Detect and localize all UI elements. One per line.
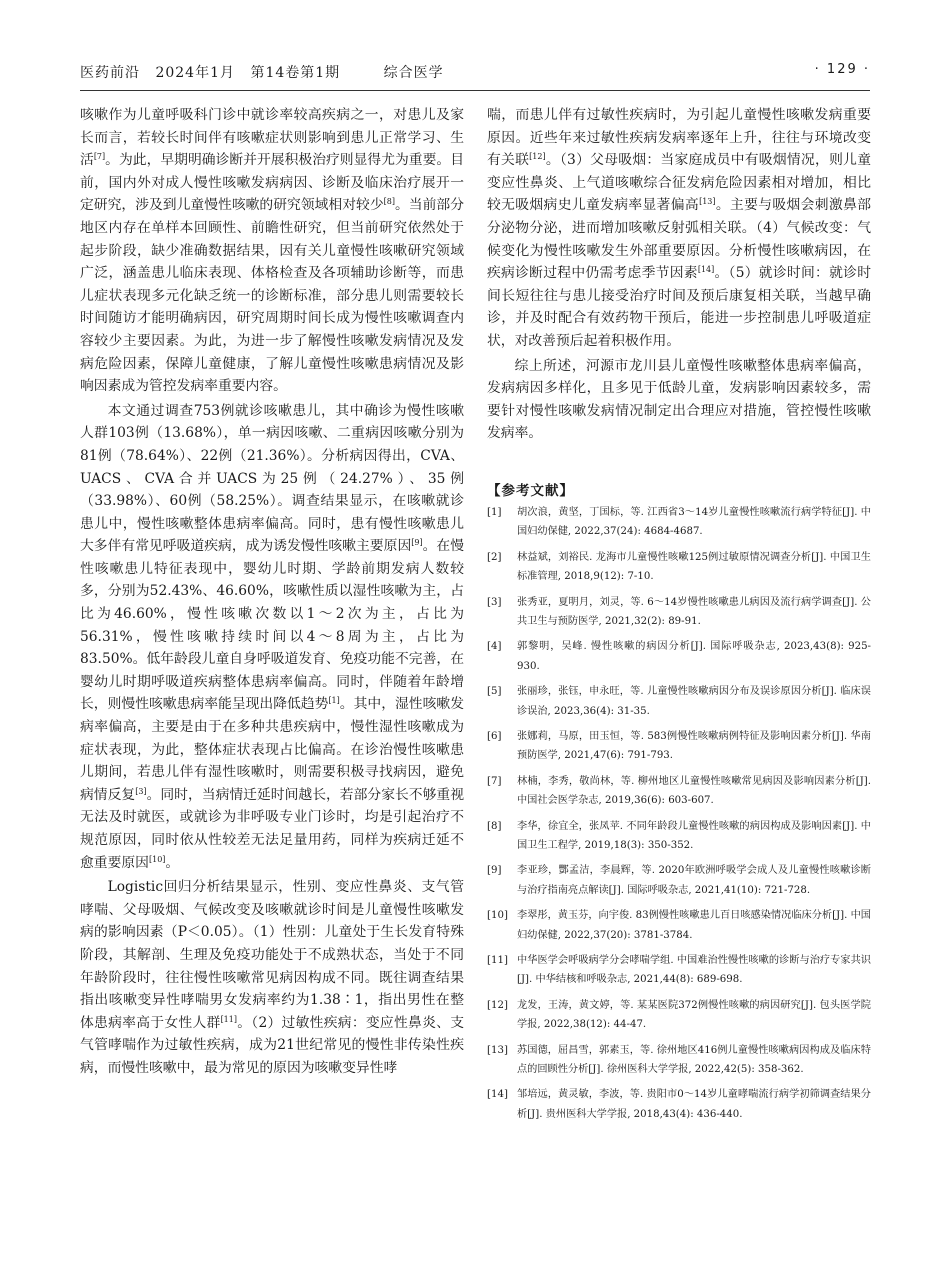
reference-number: [4] <box>487 641 502 653</box>
reference-text: 苏国德，屈昌雪，郭素玉，等. 徐州地区416例儿童慢性咳嗽病因构成及临床特点的回顾性分析[J]. 徐州医科大学学报, 2022,42(5): 358-362. <box>517 1044 871 1076</box>
reference-item <box>487 996 871 1035</box>
reference-number: [1] <box>487 506 502 518</box>
issue-date: 2024年1月 <box>155 65 235 81</box>
paragraph: 综上所述，河源市龙川县儿童慢性咳嗽整体患病率偏高，发病病因多样化，且多见于低龄儿童，发病影响因素较多，需要针对慢性咳嗽发病情况制定出合理应对措施，管控慢性咳嗽发病率。 <box>487 357 871 442</box>
reference-number: [7] <box>487 775 502 787</box>
references-heading: 【参考文献】 <box>487 482 574 499</box>
reference-item <box>487 682 871 721</box>
reference-number: [8] <box>487 820 502 832</box>
paragraph: Logistic回归分析结果显示，性别、变应性鼻炎、支气管哮喘、父母吸烟、气候改变及咳嗽就诊时间是儿童慢性咳嗽发病的影响因素（P＜0.05）。（1）性别：儿童处于生长发育特殊阶段，其解剖、生理及免疫功能处于不成熟状态，当处于不同年龄阶段时，往往慢性咳嗽常见病因构成不同。既往调查结果指出咳嗽变异性哮喘男女发病率约为1.38∶1，指出男性在整体患病率高于女性人群[11]。（2）过敏性疾病：变应性鼻炎、支气管哮喘作为过敏性疾病，成为21世纪常见的慢性非传染性疾病，而慢性咳嗽中，最为常见的原因为咳嗽变异性哮 <box>80 879 464 1076</box>
reference-number: [2] <box>487 551 502 563</box>
journal-name: 医药前沿 <box>80 65 140 81</box>
reference-text: 郭黎明，吴峰. 慢性咳嗽的病因分析[J]. 国际呼吸杂志, 2023,43(8): 925-930. <box>517 641 871 672</box>
section-name: 综合医学 <box>383 65 444 81</box>
reference-number: [5] <box>487 686 502 698</box>
reference-text: 林益斌，刘裕民. 龙海市儿童慢性咳嗽125例过敏原情况调查分析[J]. 中国卫生标准管理, 2018,9(12): 7-10. <box>517 551 871 583</box>
citation-marker: [10] <box>148 854 166 864</box>
right-column <box>487 104 871 1124</box>
reference-text: 张娜莉，马原，田玉恒，等. 583例慢性咳嗽病例特征及影响因素分析[J]. 华南预防医学, 2021,47(6): 791-793. <box>517 730 871 762</box>
reference-item <box>487 817 871 856</box>
citation-marker: [13] <box>699 197 716 207</box>
reference-number: [6] <box>487 730 502 742</box>
reference-text: 中华医学会呼吸病学分会哮喘学组. 中国难治性慢性咳嗽的诊断与治疗专家共识[J]. 中华结核和呼吸杂志, 2021,44(8): 689-698. <box>517 955 871 986</box>
reference-item <box>487 1085 871 1124</box>
paragraph: 咳嗽作为儿童呼吸科门诊中就诊率较高疾病之一，对患儿及家长而言，若较长时间伴有咳嗽症状则影响到患儿正常学习、生活[7]。为此，早期明确诊断并开展积极治疗则显得尤为重要。目前，国内外对成人慢性咳嗽发病病因、诊断及临床治疗展开一定研究，涉及到儿童慢性咳嗽的研究领域相对较少[8]。当前部分地区内存在单样本回顾性、前瞻性研究，但当前研究依然处于起步阶段，缺少准确数据结果，因有关儿童慢性咳嗽研究领域广泛，涵盖患儿临床表现、体格检查及各项辅助诊断等，而患儿症状表现多元化缺乏统一的诊断标准，部分患儿则需要较长时间随访才能明确病因，研究周期时间长成为慢性咳嗽调查内容较少主要因素。为此，为进一步了解慢性咳嗽发病情况及发病危险因素，保障儿童健康，了解儿童慢性咳嗽患病情况及影响因素成为管控发病率重要内容。 <box>80 107 465 395</box>
reference-item <box>487 772 871 811</box>
paragraph: 本文通过调查753例就诊咳嗽患儿，其中确诊为慢性咳嗽人群103例（13.68%），单一病因咳嗽、二重病因咳嗽分别为81例（78.64%）、22例（21.36%）。分析病因得出，CVA、UACS、CVA合并UACS为25例（24.27%）、35例（33.98%）、60例（58.25%）。调查结果显示，在咳嗽就诊患儿中，慢性咳嗽整体患病率偏高。同时，患有慢性咳嗽患儿大多伴有常见呼吸道疾病，成为诱发慢性咳嗽主要原因[9]。在慢性咳嗽患儿特征表现中，婴幼儿时期、学龄前期发病人数较多，分别为52.43%、46.60%，咳嗽性质以湿性咳嗽为主，占比为46.60%，慢性咳嗽次数以1～2次为主，占比为56.31%，慢性咳嗽持续时间以4～8周为主，占比为83.50%。低年龄段儿童自身呼吸道发育、免疫功能不完善，在婴幼儿时期呼吸道疾病整体患病率偏高。同时，伴随着年龄增长，则慢性咳嗽患病率能呈现出降低趋势[1]。其中，湿性咳嗽发病率偏高，主要是由于在多种共患疾病中，慢性湿性咳嗽成为症状表现，为此，整体症状表现占比偏高。在诊治慢性咳嗽患儿期间，若患儿伴有湿性咳嗽时，则需要积极寻找病因，避免病情反复[3]。同时，当病情迁延时间越长，若部分家长不够重视无法及时就医，或就诊为非呼吸专业门诊时，均是引起治疗不规范原因，同时依从性较差无法足量用药，同样为疾病迁延不愈重要原因[10]。 <box>80 402 465 871</box>
reference-text: 龙发，王涛，黄文婷，等. 某某医院372例慢性咳嗽的病因研究[J]. 包头医学院学报, 2022,38(12): 44-47. <box>517 999 871 1031</box>
reference-text: 张丽珍，张钰，申永旺，等. 儿童慢性咳嗽病因分布及误诊原因分析[J]. 临床误诊误治, 2023,36(4): 31-35. <box>517 686 871 717</box>
reference-item <box>487 1041 871 1080</box>
citation-marker: [1] <box>328 696 340 706</box>
reference-item <box>487 951 871 990</box>
reference-item <box>487 593 871 632</box>
reference-item <box>487 861 871 900</box>
reference-number: [12] <box>487 999 508 1011</box>
reference-number: [9] <box>487 865 502 877</box>
reference-text: 李翠彤，黄玉芬，向宇俊. 83例慢性咳嗽患儿百日咳感染情况临床分析[J]. 中国妇幼保健, 2022,37(20): 3781-3784. <box>517 910 871 941</box>
reference-text: 李亚珍，酆孟洁，李晨辉，等. 2020年欧洲呼吸学会成人及儿童慢性咳嗽诊断与治疗指南亮点解读[J]. 国际呼吸杂志, 2021,41(10): 721-728. <box>517 865 871 896</box>
running-header <box>80 62 870 88</box>
reference-text: 林楠，李秀，敬尚林，等. 柳州地区儿童慢性咳嗽常见病因及影响因素分析[J]. 中国社会医学杂志, 2019,36(6): 603-607. <box>517 775 871 807</box>
reference-item <box>487 503 871 542</box>
citation-marker: [11] <box>220 1014 237 1024</box>
header-left <box>80 62 454 82</box>
volume-issue: 第14卷第1期 <box>250 65 341 81</box>
reference-item <box>487 906 871 945</box>
citation-marker: [7] <box>93 152 106 162</box>
citation-marker: [3] <box>135 786 147 796</box>
citation-marker: [8] <box>383 197 395 207</box>
paragraph: 喘，而患儿伴有过敏性疾病时，为引起儿童慢性咳嗽发病重要原因。近些年来过敏性疾病发病率逐年上升，往往与环境改变有关联[12]。（3）父母吸烟：当家庭成员中有吸烟情况，则儿童变应性鼻炎、上气道咳嗽综合征发病危险因素相对增加，相比较无吸烟病史儿童发病率显著偏高[13]。主要与吸烟会刺激鼻部分泌物分泌，进而增加咳嗽反射弧相关联。（4）气候改变：气候变化为慢性咳嗽发生外部重要原因。分析慢性咳嗽病因，在疾病诊断过程中仍需考虑季节因素[14]。（5）就诊时间：就诊时间长短往往与患儿接受治疗时间及预后康复相关联，当越早确诊，并及时配合有效药物干预后，能进一步控制患儿呼吸道症状，对改善预后起着积极作用。 <box>487 107 872 349</box>
reference-item <box>487 727 871 766</box>
reference-number: [3] <box>487 596 502 608</box>
page-number: · 129 · <box>814 62 870 77</box>
reference-number: [14] <box>487 1089 508 1101</box>
reference-item <box>487 637 871 676</box>
reference-number: [13] <box>487 1044 508 1056</box>
reference-number: [10] <box>487 910 508 922</box>
left-column <box>80 104 464 1080</box>
reference-text: 胡次浪，黄坚，丁国标，等. 江西省3～14岁儿童慢性咳嗽流行病学特征[J]. 中国妇幼保健, 2022,37(24): 4684-4687. <box>517 506 871 538</box>
reference-text: 李华，徐宜全，张凤苹. 不同年龄段儿童慢性咳嗽的病因构成及影响因素[J]. 中国卫生工程学, 2019,18(3): 350-352. <box>517 820 871 851</box>
citation-marker: [12] <box>529 152 546 162</box>
header-rule <box>80 90 870 91</box>
reference-item <box>487 548 871 587</box>
reference-text: 邹培远，黄灵敏，李波，等. 贵阳市0～14岁儿童哮喘流行病学初筛调查结果分析[J]. 贵州医科大学学报, 2018,43(4): 436-440. <box>517 1089 871 1120</box>
reference-number: [11] <box>487 955 508 967</box>
reference-list <box>487 503 871 1124</box>
citation-marker: [14] <box>697 265 715 275</box>
reference-text: 张秀亚，夏明月，刘灵，等. 6～14岁慢性咳嗽患儿病因及流行病学调查[J]. 公共卫生与预防医学, 2021,32(2): 89-91. <box>517 596 871 627</box>
citation-marker: [9] <box>411 538 423 548</box>
